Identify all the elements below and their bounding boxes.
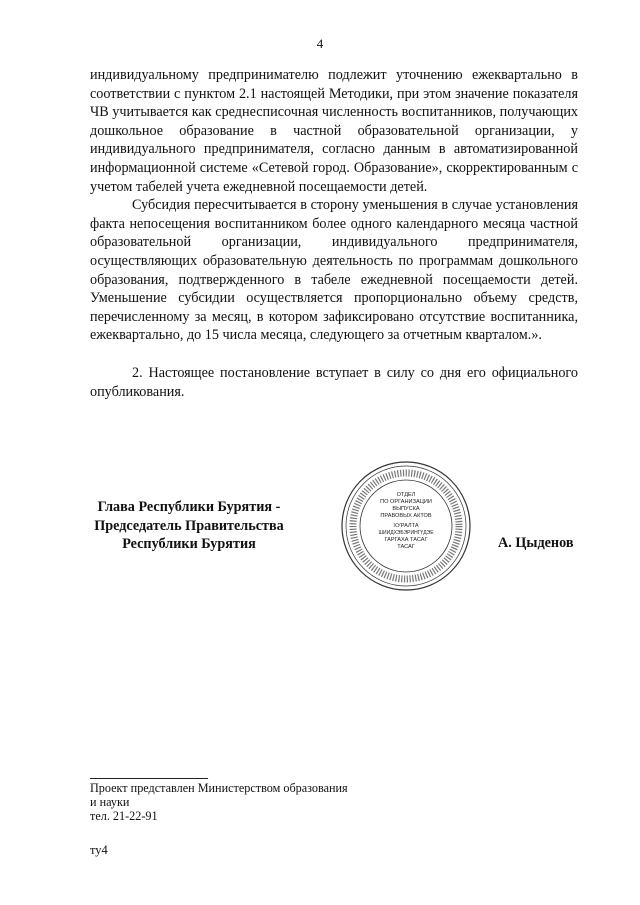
official-seal [340,460,472,592]
signatory-title-line: Республики Бурятия [122,536,256,553]
signatory-title [80,498,298,554]
svg-text:ПРАВОВЫХ АКТОВ: ПРАВОВЫХ АКТОВ [380,513,432,519]
paragraph-continuation: индивидуальному предпринимателю подлежит уточнению ежеквартально в соответствии с пунктом 2.1 настоящей Методики, при этом значение показателя ЧВ учитывается как среднесписочная численность воспитанников, получающих дошкольное образование в частной образовательной организации, у индивидуального предпринимателя, согласно данным в автоматизированной информационной системе «Сетевой город. Образование», скорректированным с учетом табелей учета ежедневной посещаемости детей. [90,67,578,195]
paragraph-entry-into-force: 2. Настоящее постановление вступает в силу со дня его официального опубликования. [90,364,578,400]
page-number: 4 [316,36,324,51]
footer-line: и науки [90,795,130,809]
footer-note [90,781,348,823]
signatory-title-line: Глава Республики Бурятия - [97,499,281,515]
svg-text:ОТДЕЛ: ОТДЕЛ [396,492,416,498]
signatory-name: А. Цыденов [498,535,574,551]
svg-text:ТАСАГ: ТАСАГ [397,544,415,550]
svg-text:ПО ОРГАНИЗАЦИИ: ПО ОРГАНИЗАЦИИ [380,499,432,505]
document-code: ту4 [90,843,108,857]
svg-text:ШИИДХЭБЭРИНГҮДЭЕ: ШИИДХЭБЭРИНГҮДЭЕ [378,530,434,536]
signatory-title-line: Председатель Правительства [94,517,284,534]
document-body [90,66,578,401]
footer-line: Проект представлен Министерством образования [90,781,348,795]
footer-divider [90,778,208,779]
paragraph-subsidy-recalculation: Субсидия пересчитывается в сторону уменьшения в случае установления факта непосещения воспитанником более одного календарного месяца частной образовательной организации, индивидуального предпринимателя, осуществляющих образовательную деятельность по программам дошкольного образования, подтвержденного в табеле ежедневной посещаемости детей. Уменьшение субсидии осуществляется пропорционально объему средств, перечисленному за месяц, в котором зафиксировано отсутствие воспитанника, ежеквартально, до 15 числа месяца, следующего за отчетным кварталом.». [90,197,578,344]
footer-line: тел. 21-22-91 [90,809,158,823]
svg-text:ВЫПУСКА: ВЫПУСКА [392,506,420,512]
svg-text:ГАРГАХА ТАСАГ: ГАРГАХА ТАСАГ [384,537,428,543]
svg-text:ХУРАЛТА: ХУРАЛТА [393,523,419,529]
